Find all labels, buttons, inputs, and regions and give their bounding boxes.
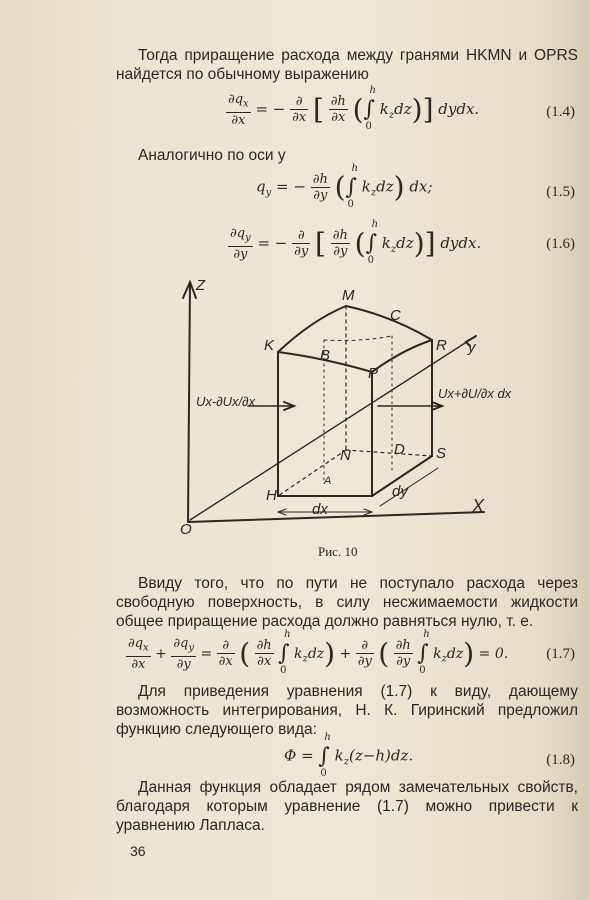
label-c: C <box>390 307 401 324</box>
paragraph-4: Для приведения уравнения (1.7) к виду, дающему возможность интегрирования, Н. К. Гиринский предложил функцию следующего вида: <box>116 683 578 738</box>
label-b: B <box>320 347 331 364</box>
z-axis <box>188 284 190 522</box>
label-p: P <box>368 365 379 382</box>
label-n: N <box>340 447 351 464</box>
label-dy: dy <box>392 483 408 500</box>
figure-caption: Рис. 10 <box>318 544 358 559</box>
paragraph-3: Ввиду того, что по пути не поступало расхода через свободную поверхность, в силу несжимаемости жидкости общее приращение расхода должно равняться нулю, т. е. <box>116 575 578 630</box>
label-a: A <box>324 475 332 487</box>
label-o: O <box>180 521 192 538</box>
equation-1-5: $q_y$ = − $\frac{\partial h}{\partial y}$ (∫ h 0 $k_zdz$) dx; <box>256 163 433 210</box>
label-dx: dx <box>312 501 328 518</box>
label-h: H <box>266 487 277 504</box>
label-k: K <box>264 337 275 354</box>
paragraph-2: Аналогично по оси y <box>138 147 286 164</box>
equation-1-8: Φ = ∫ h 0 $k_z(z-h)dz$. <box>284 732 414 779</box>
equation-number-1-4: (1.4) <box>546 104 575 120</box>
equation-number-1-8: (1.8) <box>546 752 575 768</box>
x-axis <box>188 512 484 522</box>
equation-number-1-6: (1.6) <box>546 236 575 252</box>
equation-number-1-5: (1.5) <box>546 184 575 200</box>
label-ux-left: Ux-∂Ux/∂x <box>196 394 256 409</box>
label-r: R <box>436 337 447 354</box>
label-x: X <box>472 496 485 516</box>
equation-1-4: $\frac{\partial q_x}{\partial x}$ = − $\frac{\partial}{\partial x}$ [ $\frac{\partial h}{\partial x}$ (∫ h 0 $k_zdz$)] dydx. <box>228 85 480 133</box>
label-m: M <box>342 287 355 304</box>
label-ux-right: Ux+∂U/∂x dx <box>438 386 512 401</box>
equation-number-1-7: (1.7) <box>546 646 575 662</box>
equation-1-6: $\frac{\partial q_y}{\partial y}$ = − $\frac{\partial}{\partial y}$ [ $\frac{\partial h}{\partial y}$ (∫ h 0 $k_zdz$)] dydx. <box>230 219 482 267</box>
label-y: y <box>468 339 476 356</box>
equation-1-7: $\frac{\partial q_x}{\partial x}$ + $\frac{\partial q_y}{\partial y}$ = $\frac{\partial}{\partial x}$ ( $\frac{\partial h}{\partial x}$ ∫ h 0 $k_zdz$) + $\frac{\partial}{\partial y}$ ( $\frac{\partial h}{\partial y}$ ∫ h 0 $k_zdz) = 0$. <box>128 629 509 677</box>
paragraph-5: Данная функция обладает рядом замечательных свойств, благодаря которым уравнение (1.7) можно привести к уравнению Лапласа. <box>116 779 578 834</box>
paragraph-1: Тогда приращение расхода между гранями HKMN и OPRS найдется по обычному выражению <box>116 47 578 83</box>
label-d: D <box>394 441 405 458</box>
label-s: S <box>436 445 447 462</box>
label-z: Z <box>196 277 206 294</box>
y-axis <box>190 336 476 520</box>
page-number: 36 <box>130 843 146 859</box>
